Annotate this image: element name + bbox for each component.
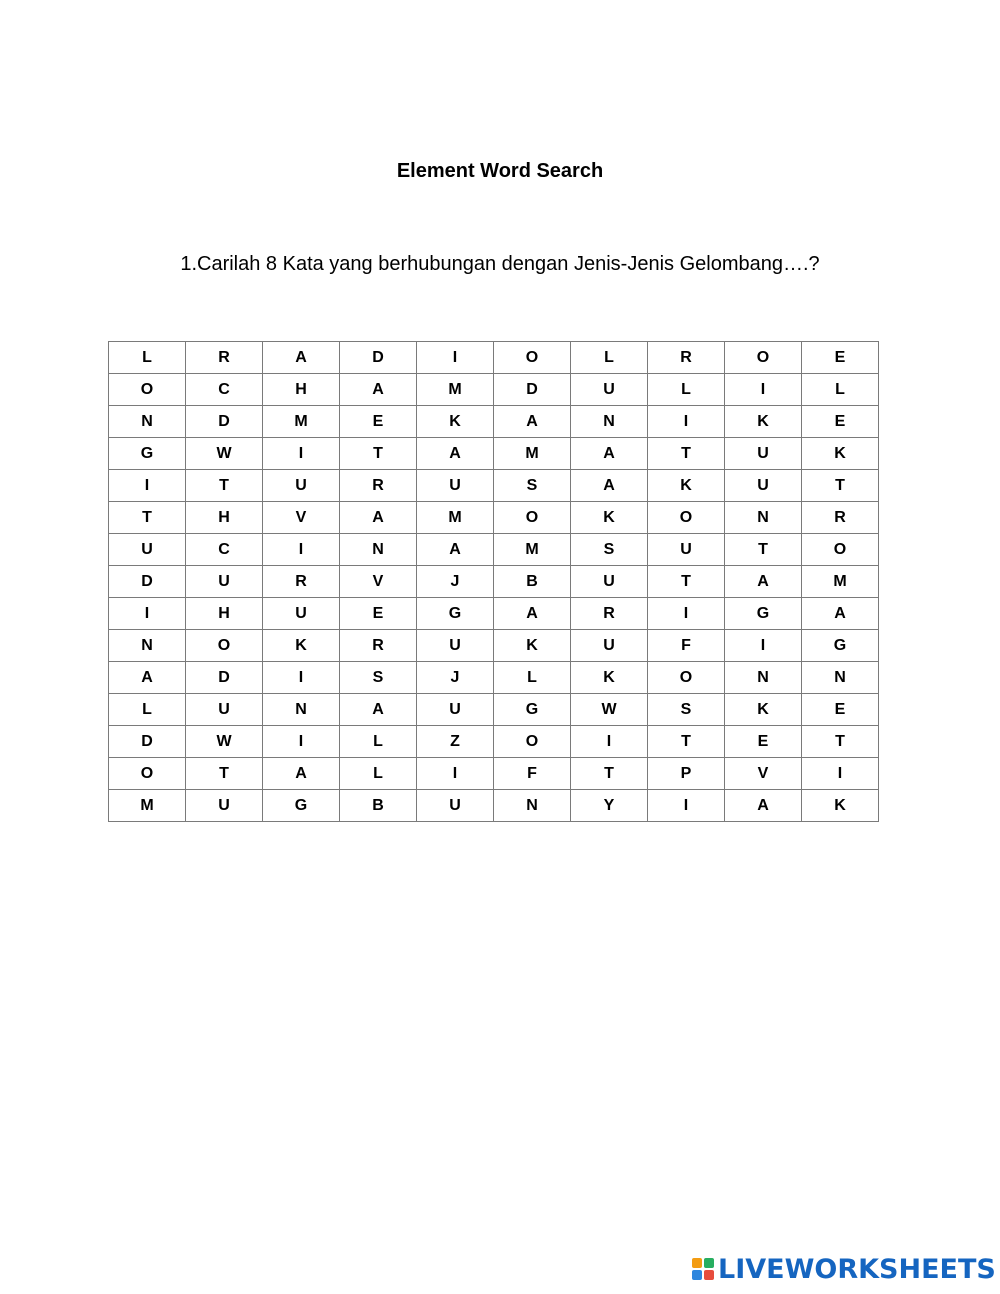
grid-cell: K xyxy=(725,694,802,726)
grid-cell: E xyxy=(802,342,879,374)
grid-cell: T xyxy=(340,438,417,470)
grid-cell: N xyxy=(340,534,417,566)
grid-cell: A xyxy=(725,566,802,598)
grid-cell: D xyxy=(186,662,263,694)
word-search-grid xyxy=(108,341,879,822)
grid-cell: A xyxy=(725,790,802,822)
grid-cell: I xyxy=(417,342,494,374)
grid-cell: E xyxy=(340,598,417,630)
grid-cell: G xyxy=(263,790,340,822)
grid-cell: A xyxy=(417,534,494,566)
grid-row xyxy=(109,566,879,598)
grid-row xyxy=(109,726,879,758)
grid-cell: D xyxy=(109,726,186,758)
grid-cell: M xyxy=(263,406,340,438)
grid-cell: T xyxy=(571,758,648,790)
grid-cell: H xyxy=(186,502,263,534)
grid-cell: G xyxy=(494,694,571,726)
grid-row xyxy=(109,534,879,566)
grid-cell: S xyxy=(494,470,571,502)
grid-row xyxy=(109,374,879,406)
grid-cell: C xyxy=(186,534,263,566)
grid-cell: K xyxy=(571,662,648,694)
grid-cell: D xyxy=(186,406,263,438)
grid-cell: I xyxy=(417,758,494,790)
grid-cell: R xyxy=(186,342,263,374)
grid-cell: T xyxy=(186,758,263,790)
grid-cell: P xyxy=(648,758,725,790)
grid-cell: T xyxy=(648,566,725,598)
grid-cell: K xyxy=(802,790,879,822)
grid-cell: J xyxy=(417,566,494,598)
grid-cell: O xyxy=(802,534,879,566)
grid-cell: M xyxy=(494,438,571,470)
grid-cell: K xyxy=(648,470,725,502)
grid-cell: R xyxy=(802,502,879,534)
grid-cell: V xyxy=(263,502,340,534)
grid-cell: W xyxy=(186,726,263,758)
grid-cell: T xyxy=(725,534,802,566)
grid-cell: Y xyxy=(571,790,648,822)
grid-cell: A xyxy=(494,406,571,438)
grid-cell: E xyxy=(340,406,417,438)
grid-cell: I xyxy=(263,726,340,758)
grid-cell: G xyxy=(802,630,879,662)
grid-cell: U xyxy=(417,694,494,726)
grid-cell: G xyxy=(725,598,802,630)
grid-cell: U xyxy=(263,598,340,630)
grid-row xyxy=(109,342,879,374)
grid-row xyxy=(109,470,879,502)
grid-cell: W xyxy=(571,694,648,726)
grid-cell: U xyxy=(263,470,340,502)
grid-cell: R xyxy=(571,598,648,630)
grid-cell: L xyxy=(340,726,417,758)
grid-cell: A xyxy=(109,662,186,694)
grid-cell: A xyxy=(571,438,648,470)
grid-cell: V xyxy=(725,758,802,790)
grid-cell: S xyxy=(571,534,648,566)
grid-cell: B xyxy=(340,790,417,822)
grid-cell: K xyxy=(571,502,648,534)
grid-cell: L xyxy=(340,758,417,790)
grid-cell: F xyxy=(648,630,725,662)
grid-cell: K xyxy=(725,406,802,438)
grid-cell: L xyxy=(648,374,725,406)
grid-cell: E xyxy=(725,726,802,758)
grid-cell: U xyxy=(725,470,802,502)
grid-cell: O xyxy=(494,342,571,374)
grid-cell: K xyxy=(417,406,494,438)
grid-cell: D xyxy=(340,342,417,374)
grid-cell: J xyxy=(417,662,494,694)
grid-cell: K xyxy=(263,630,340,662)
grid-cell: T xyxy=(648,726,725,758)
grid-row xyxy=(109,598,879,630)
grid-cell: T xyxy=(109,502,186,534)
grid-cell: I xyxy=(648,406,725,438)
grid-cell: U xyxy=(417,630,494,662)
brand-footer xyxy=(692,1254,996,1284)
grid-cell: A xyxy=(571,470,648,502)
grid-cell: L xyxy=(494,662,571,694)
grid-cell: M xyxy=(417,374,494,406)
brand-text: LIVEWORKSHEETS xyxy=(718,1253,996,1285)
grid-cell: D xyxy=(109,566,186,598)
grid-row xyxy=(109,630,879,662)
grid-cell: R xyxy=(648,342,725,374)
grid-cell: U xyxy=(725,438,802,470)
grid-cell: E xyxy=(802,694,879,726)
grid-cell: K xyxy=(494,630,571,662)
grid-cell: O xyxy=(494,726,571,758)
grid-cell: C xyxy=(186,374,263,406)
grid-cell: R xyxy=(340,630,417,662)
worksheet-title: Element Word Search xyxy=(396,160,604,182)
grid-cell: B xyxy=(494,566,571,598)
grid-cell: E xyxy=(802,406,879,438)
grid-cell: U xyxy=(109,534,186,566)
grid-cell: A xyxy=(417,438,494,470)
grid-cell: I xyxy=(109,470,186,502)
grid-cell: U xyxy=(571,374,648,406)
grid-cell: N xyxy=(802,662,879,694)
grid-cell: L xyxy=(109,694,186,726)
grid-cell: A xyxy=(494,598,571,630)
grid-cell: N xyxy=(109,406,186,438)
grid-cell: R xyxy=(263,566,340,598)
grid-cell: A xyxy=(340,694,417,726)
grid-cell: U xyxy=(571,566,648,598)
grid-row xyxy=(109,406,879,438)
grid-cell: O xyxy=(109,758,186,790)
grid-cell: V xyxy=(340,566,417,598)
grid-cell: I xyxy=(571,726,648,758)
grid-cell: A xyxy=(263,342,340,374)
grid-cell: I xyxy=(802,758,879,790)
grid-cell: U xyxy=(186,694,263,726)
grid-cell: D xyxy=(494,374,571,406)
grid-cell: H xyxy=(263,374,340,406)
grid-cell: N xyxy=(725,662,802,694)
grid-cell: F xyxy=(494,758,571,790)
grid-cell: A xyxy=(263,758,340,790)
grid-cell: T xyxy=(802,726,879,758)
grid-cell: Z xyxy=(417,726,494,758)
grid-cell: S xyxy=(648,694,725,726)
grid-cell: U xyxy=(417,790,494,822)
grid-cell: T xyxy=(802,470,879,502)
grid-cell: I xyxy=(109,598,186,630)
grid-cell: G xyxy=(109,438,186,470)
grid-cell: M xyxy=(802,566,879,598)
grid-row xyxy=(109,790,879,822)
grid-cell: N xyxy=(571,406,648,438)
grid-cell: U xyxy=(571,630,648,662)
grid-cell: N xyxy=(494,790,571,822)
grid-cell: G xyxy=(417,598,494,630)
grid-cell: U xyxy=(648,534,725,566)
grid-cell: O xyxy=(494,502,571,534)
grid-row xyxy=(109,502,879,534)
grid-cell: I xyxy=(263,662,340,694)
grid-cell: I xyxy=(648,598,725,630)
grid-row xyxy=(109,758,879,790)
grid-cell: U xyxy=(417,470,494,502)
grid-cell: H xyxy=(186,598,263,630)
grid-cell: I xyxy=(725,374,802,406)
grid-cell: T xyxy=(648,438,725,470)
grid-cell: L xyxy=(571,342,648,374)
grid-cell: N xyxy=(725,502,802,534)
grid-cell: O xyxy=(725,342,802,374)
grid-cell: R xyxy=(340,470,417,502)
grid-cell: U xyxy=(186,566,263,598)
grid-cell: O xyxy=(186,630,263,662)
grid-cell: U xyxy=(186,790,263,822)
question-text: 1.Carilah 8 Kata yang berhubungan dengan Jenis-Jenis Gelombang….? xyxy=(180,253,820,275)
grid-cell: M xyxy=(494,534,571,566)
grid-cell: A xyxy=(340,502,417,534)
grid-cell: W xyxy=(186,438,263,470)
grid-cell: K xyxy=(802,438,879,470)
grid-row xyxy=(109,662,879,694)
grid-cell: A xyxy=(340,374,417,406)
grid-row xyxy=(109,694,879,726)
grid-cell: M xyxy=(417,502,494,534)
grid-cell: S xyxy=(340,662,417,694)
grid-cell: I xyxy=(725,630,802,662)
grid-cell: O xyxy=(648,502,725,534)
grid-row xyxy=(109,438,879,470)
grid-cell: I xyxy=(263,438,340,470)
liveworksheets-logo-icon xyxy=(692,1258,714,1280)
grid-cell: A xyxy=(802,598,879,630)
grid-cell: I xyxy=(648,790,725,822)
grid-cell: I xyxy=(263,534,340,566)
grid-cell: N xyxy=(263,694,340,726)
grid-cell: T xyxy=(186,470,263,502)
grid-cell: M xyxy=(109,790,186,822)
grid-cell: O xyxy=(648,662,725,694)
grid-cell: O xyxy=(109,374,186,406)
grid-cell: L xyxy=(802,374,879,406)
grid-cell: L xyxy=(109,342,186,374)
grid-cell: N xyxy=(109,630,186,662)
